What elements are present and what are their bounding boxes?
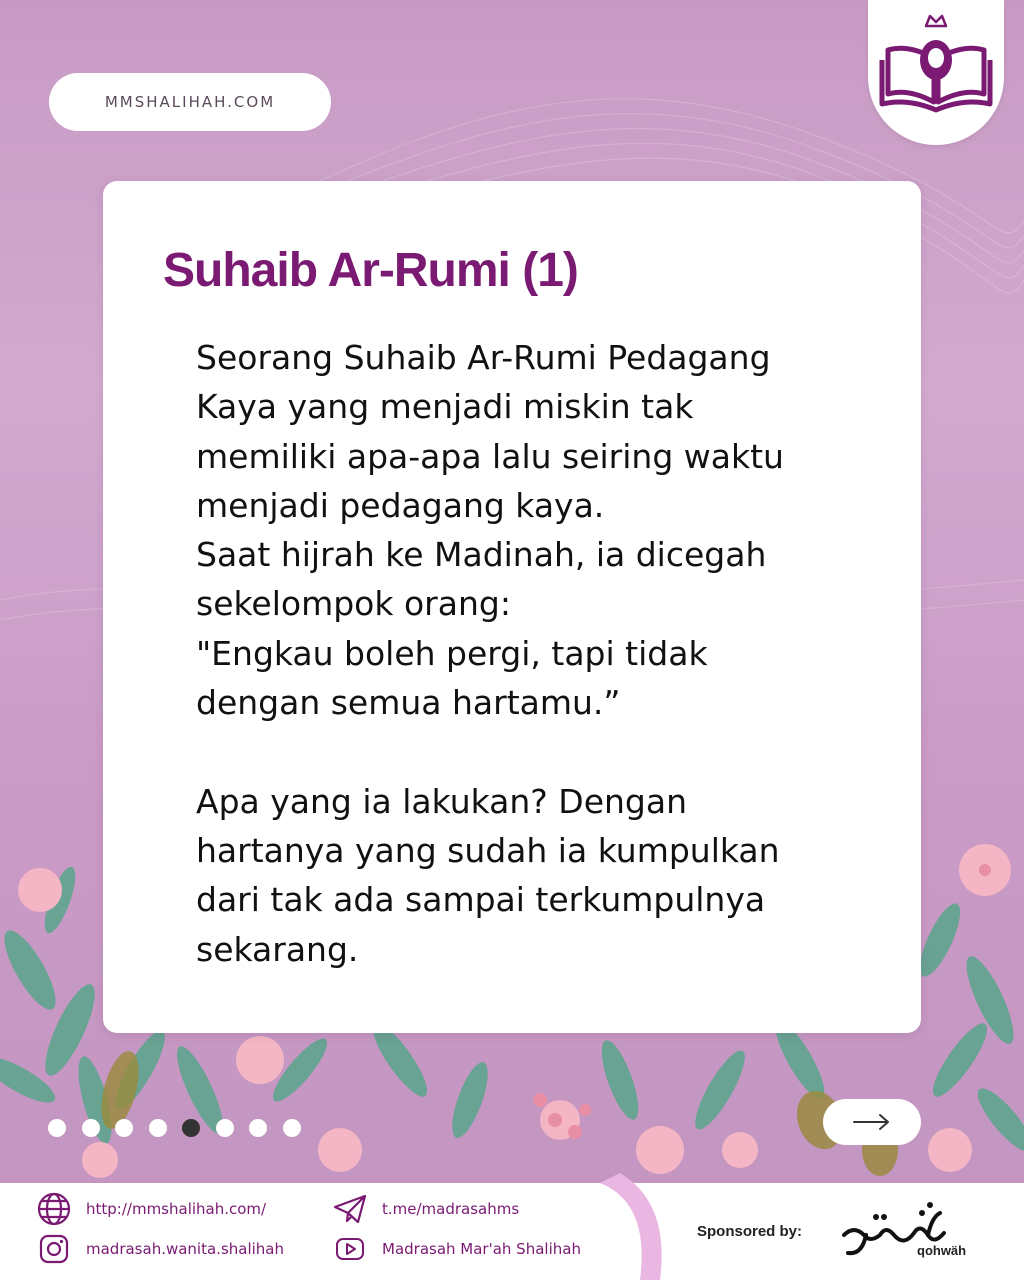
footer-instagram[interactable] [36, 1231, 284, 1267]
card-title: Suhaib Ar-Rumi (1) [163, 244, 578, 297]
youtube-icon [332, 1231, 368, 1267]
sponsor-label: Sponsored by: [697, 1223, 803, 1240]
pagination-dot[interactable] [115, 1119, 133, 1137]
pagination-dot[interactable] [283, 1119, 301, 1137]
globe-icon [36, 1191, 72, 1227]
telegram-icon [332, 1191, 368, 1227]
pagination-dots [48, 1119, 301, 1137]
footer-instagram-text: madrasah.wanita.shalihah [86, 1240, 284, 1258]
card-body-text: Seorang Suhaib Ar-Rumi Pedagang Kaya yang menjadi miskin tak memiliki apa-apa lalu seiring waktu menjadi pedagang kaya. Saat hijrah ke Madinah, ia dicegah sekelompok orang: "Engkau boleh pergi, tapi tidak dengan semua hartamu.” Apa yang ia lakukan? Dengan hartanya yang sudah ia kumpulkan dari tak ada sampai terkumpulnya sekarang. [196, 338, 784, 969]
site-url-badge[interactable] [49, 73, 331, 131]
pagination-dot[interactable] [216, 1119, 234, 1137]
next-slide-button[interactable] [823, 1099, 921, 1145]
brand-logo [868, 0, 1004, 145]
pagination-dot[interactable] [48, 1119, 66, 1137]
footer [0, 1183, 1024, 1280]
footer-website[interactable] [36, 1191, 266, 1227]
footer-telegram-text: t.me/madrasahms [382, 1200, 520, 1218]
arrow-right-icon [852, 1112, 892, 1132]
footer-telegram[interactable] [332, 1191, 519, 1227]
instagram-icon [36, 1231, 72, 1267]
pagination-dot[interactable] [249, 1119, 267, 1137]
pagination-dot[interactable] [149, 1119, 167, 1137]
footer-youtube[interactable] [332, 1231, 581, 1267]
site-url-label: MMSHALIHAH.COM [104, 93, 276, 111]
sponsor-name: qohwäh [917, 1243, 967, 1258]
footer-youtube-text: Madrasah Mar'ah Shalihah [382, 1240, 581, 1258]
footer-website-text: http://mmshalihah.com/ [86, 1200, 267, 1218]
content-card [103, 181, 921, 1033]
pagination-dot-active[interactable] [182, 1119, 200, 1137]
book-crown-logo-icon [878, 10, 994, 120]
pagination-dot[interactable] [82, 1119, 100, 1137]
